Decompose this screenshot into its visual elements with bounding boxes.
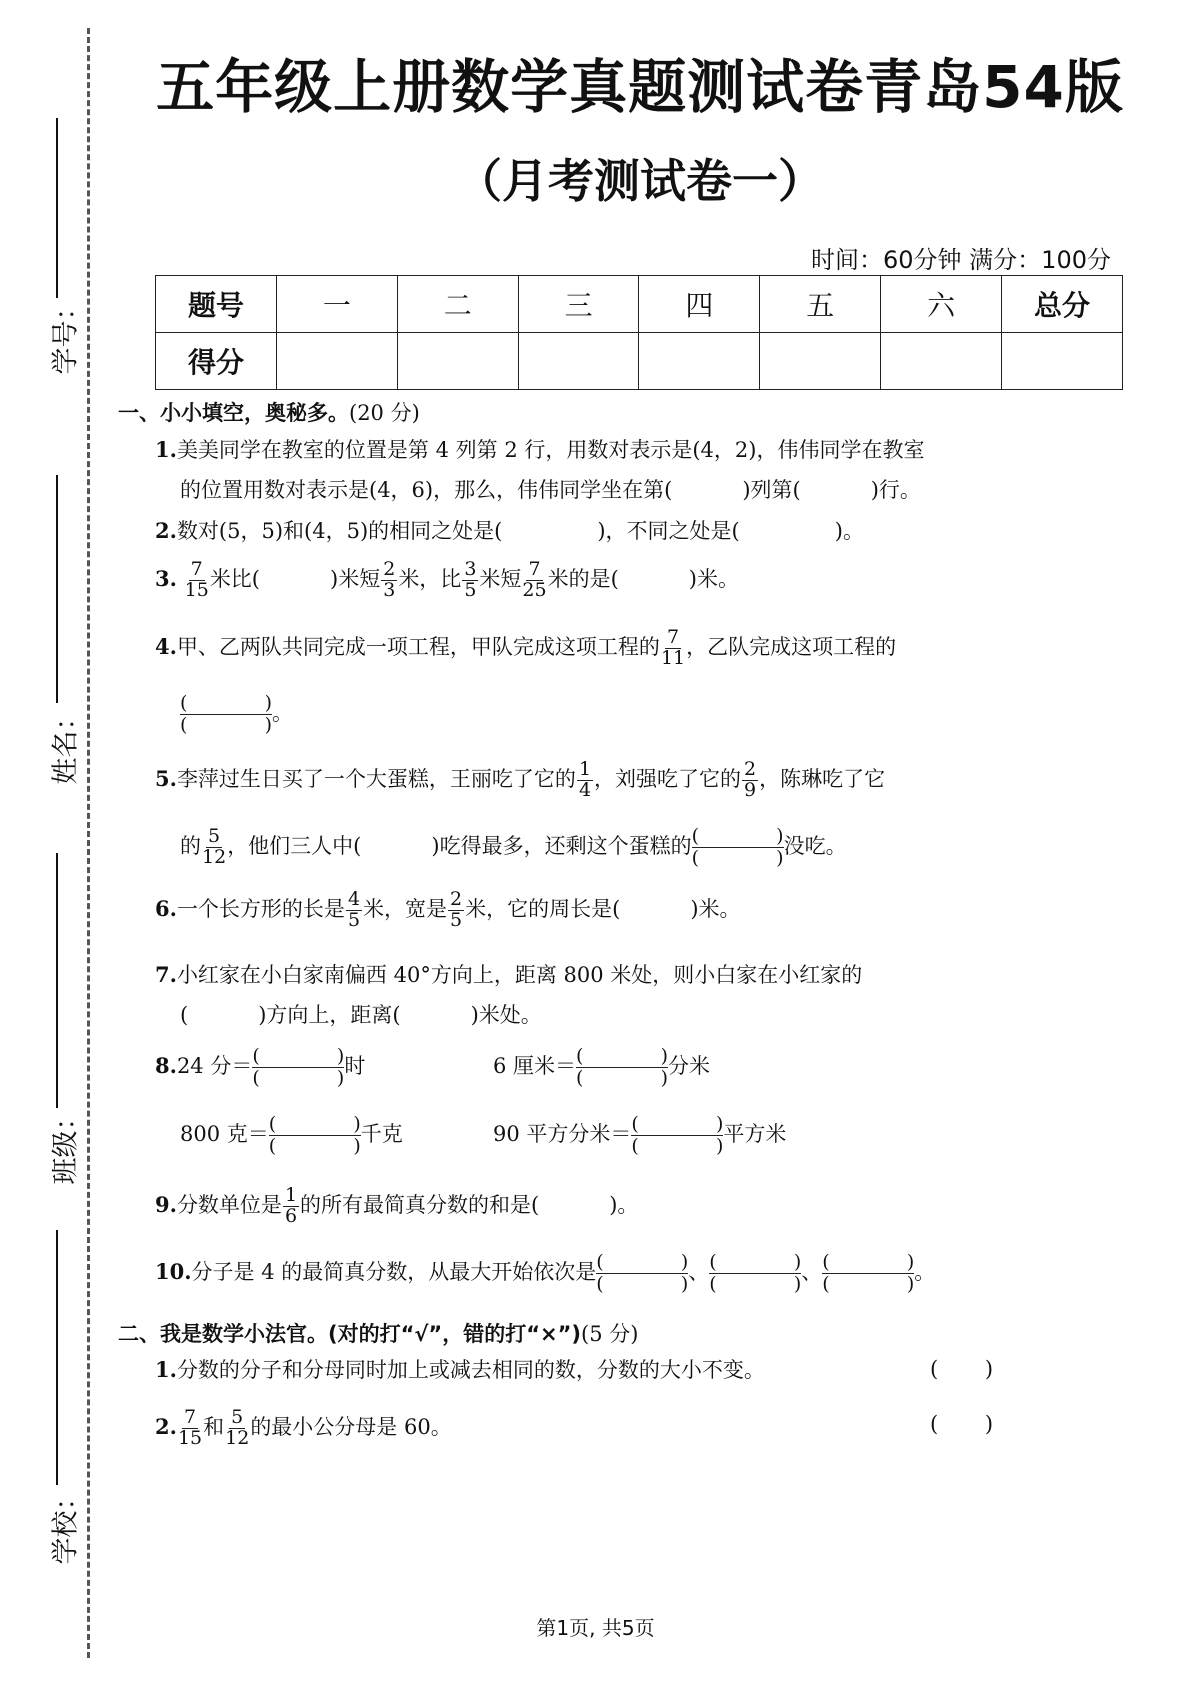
score-cell[interactable]	[881, 333, 1002, 390]
score-col: 二	[397, 276, 518, 333]
question-1-1-cont: 的位置用数对表示是(4，6)，那么，伟伟同学坐在第( )列第( )行。	[180, 478, 921, 502]
school-line	[56, 1230, 58, 1485]
question-1-3: 3. $\frac{7}{15}$ 米比( )米短 $\frac{2}{3}$ 米，比 $\frac{3}{5}$ 米短 $\frac{7}{25}$ 米的是( )米。	[155, 558, 739, 601]
score-cell[interactable]	[518, 333, 639, 390]
judge-blank-1[interactable]: ( )	[930, 1357, 994, 1381]
page-subtitle: （月考测试卷一）	[456, 154, 824, 208]
score-cell[interactable]	[277, 333, 398, 390]
class-label: 班级：	[50, 1103, 82, 1185]
score-cell[interactable]	[639, 333, 760, 390]
page-footer: 第1页, 共5页	[536, 1616, 655, 1640]
score-row-header: 得分	[156, 333, 277, 390]
name-line	[56, 475, 58, 703]
student-id-label: 学号：	[50, 293, 82, 375]
question-2-2: 2. $\frac{7}{15}$ 和 $\frac{5}{12}$ 的最小公分母是 60。	[155, 1406, 452, 1449]
class-line	[56, 853, 58, 1108]
score-col: 三	[518, 276, 639, 333]
question-2-1: 1.分数的分子和分母同时加上或减去相同的数，分数的大小不变。	[155, 1357, 765, 1382]
score-col-total: 总分	[1002, 276, 1123, 333]
score-col: 五	[760, 276, 881, 333]
question-1-1: 1.美美同学在教室的位置是第 4 列第 2 行，用数对表示是(4，2)，伟伟同学在教室	[155, 437, 925, 462]
section1-title: 一、小小填空，奥秘多。(20 分)	[118, 401, 420, 425]
section2-title: 二、我是数学小法官。(对的打“√”，错的打“×”)(5 分)	[118, 1322, 639, 1346]
question-1-10: 10.分子是 4 的最简真分数，从最大开始依次是 ( ) ( ) 、 ( ) ( ) 、 ( ) ( ) 。	[155, 1251, 936, 1295]
question-1-6: 6.一个长方形的长是 $\frac{4}{5}$ 米，宽是 $\frac{2}{5}$ 米，它的周长是( )米。	[155, 888, 741, 931]
question-1-9: 9.分数单位是 $\frac{1}{6}$ 的所有最简真分数的和是( )。	[155, 1184, 639, 1227]
question-1-7: 7.小红家在小白家南偏西 40°方向上，距离 800 米处，则小白家在小红家的	[155, 962, 863, 987]
score-col: 六	[881, 276, 1002, 333]
cut-line	[87, 28, 90, 1658]
name-label: 姓名：	[50, 703, 82, 785]
question-1-5-cont: 的 $\frac{5}{12}$ ，他们三人中( )吃得最多，还剩这个蛋糕的 ( ) ( ) 没吃。	[180, 824, 847, 869]
judge-blank-2[interactable]: ( )	[930, 1412, 994, 1436]
question-1-2: 2.数对(5，5)和(4，5)的相同之处是( )，不同之处是( )。	[155, 518, 864, 543]
student-id-line	[56, 118, 58, 298]
question-1-8-cont: 800 克＝ ( ) ( ) 千克 90 平方分米＝ ( ) ( ) 平方米	[180, 1113, 787, 1157]
score-col: 一	[277, 276, 398, 333]
question-1-7-cont: ( )方向上，距离( )米处。	[180, 1003, 542, 1027]
score-cell[interactable]	[760, 333, 881, 390]
score-table	[155, 275, 1123, 390]
question-1-4-answer: ( ) ( ) 。	[180, 692, 293, 736]
school-label: 学校：	[50, 1483, 82, 1565]
question-1-8: 8.24 分＝ ( ) ( ) 时 6 厘米＝ ( ) ( ) 分米	[155, 1045, 711, 1089]
page-title: 五年级上册数学真题测试卷青岛54版	[156, 53, 1124, 121]
exam-meta: 时间：60分钟 满分：100分	[811, 246, 1111, 274]
score-cell[interactable]	[397, 333, 518, 390]
score-cell[interactable]	[1002, 333, 1123, 390]
score-col: 四	[639, 276, 760, 333]
question-1-5: 5.李萍过生日买了一个大蛋糕，王丽吃了它的 $\frac{1}{4}$ ，刘强吃了它的 $\frac{2}{9}$ ，陈琳吃了它	[155, 758, 886, 801]
score-table-header: 题号	[156, 276, 277, 333]
question-1-4: 4.甲、乙两队共同完成一项工程，甲队完成这项工程的 $\frac{7}{11}$ ，乙队完成这项工程的	[155, 626, 897, 669]
